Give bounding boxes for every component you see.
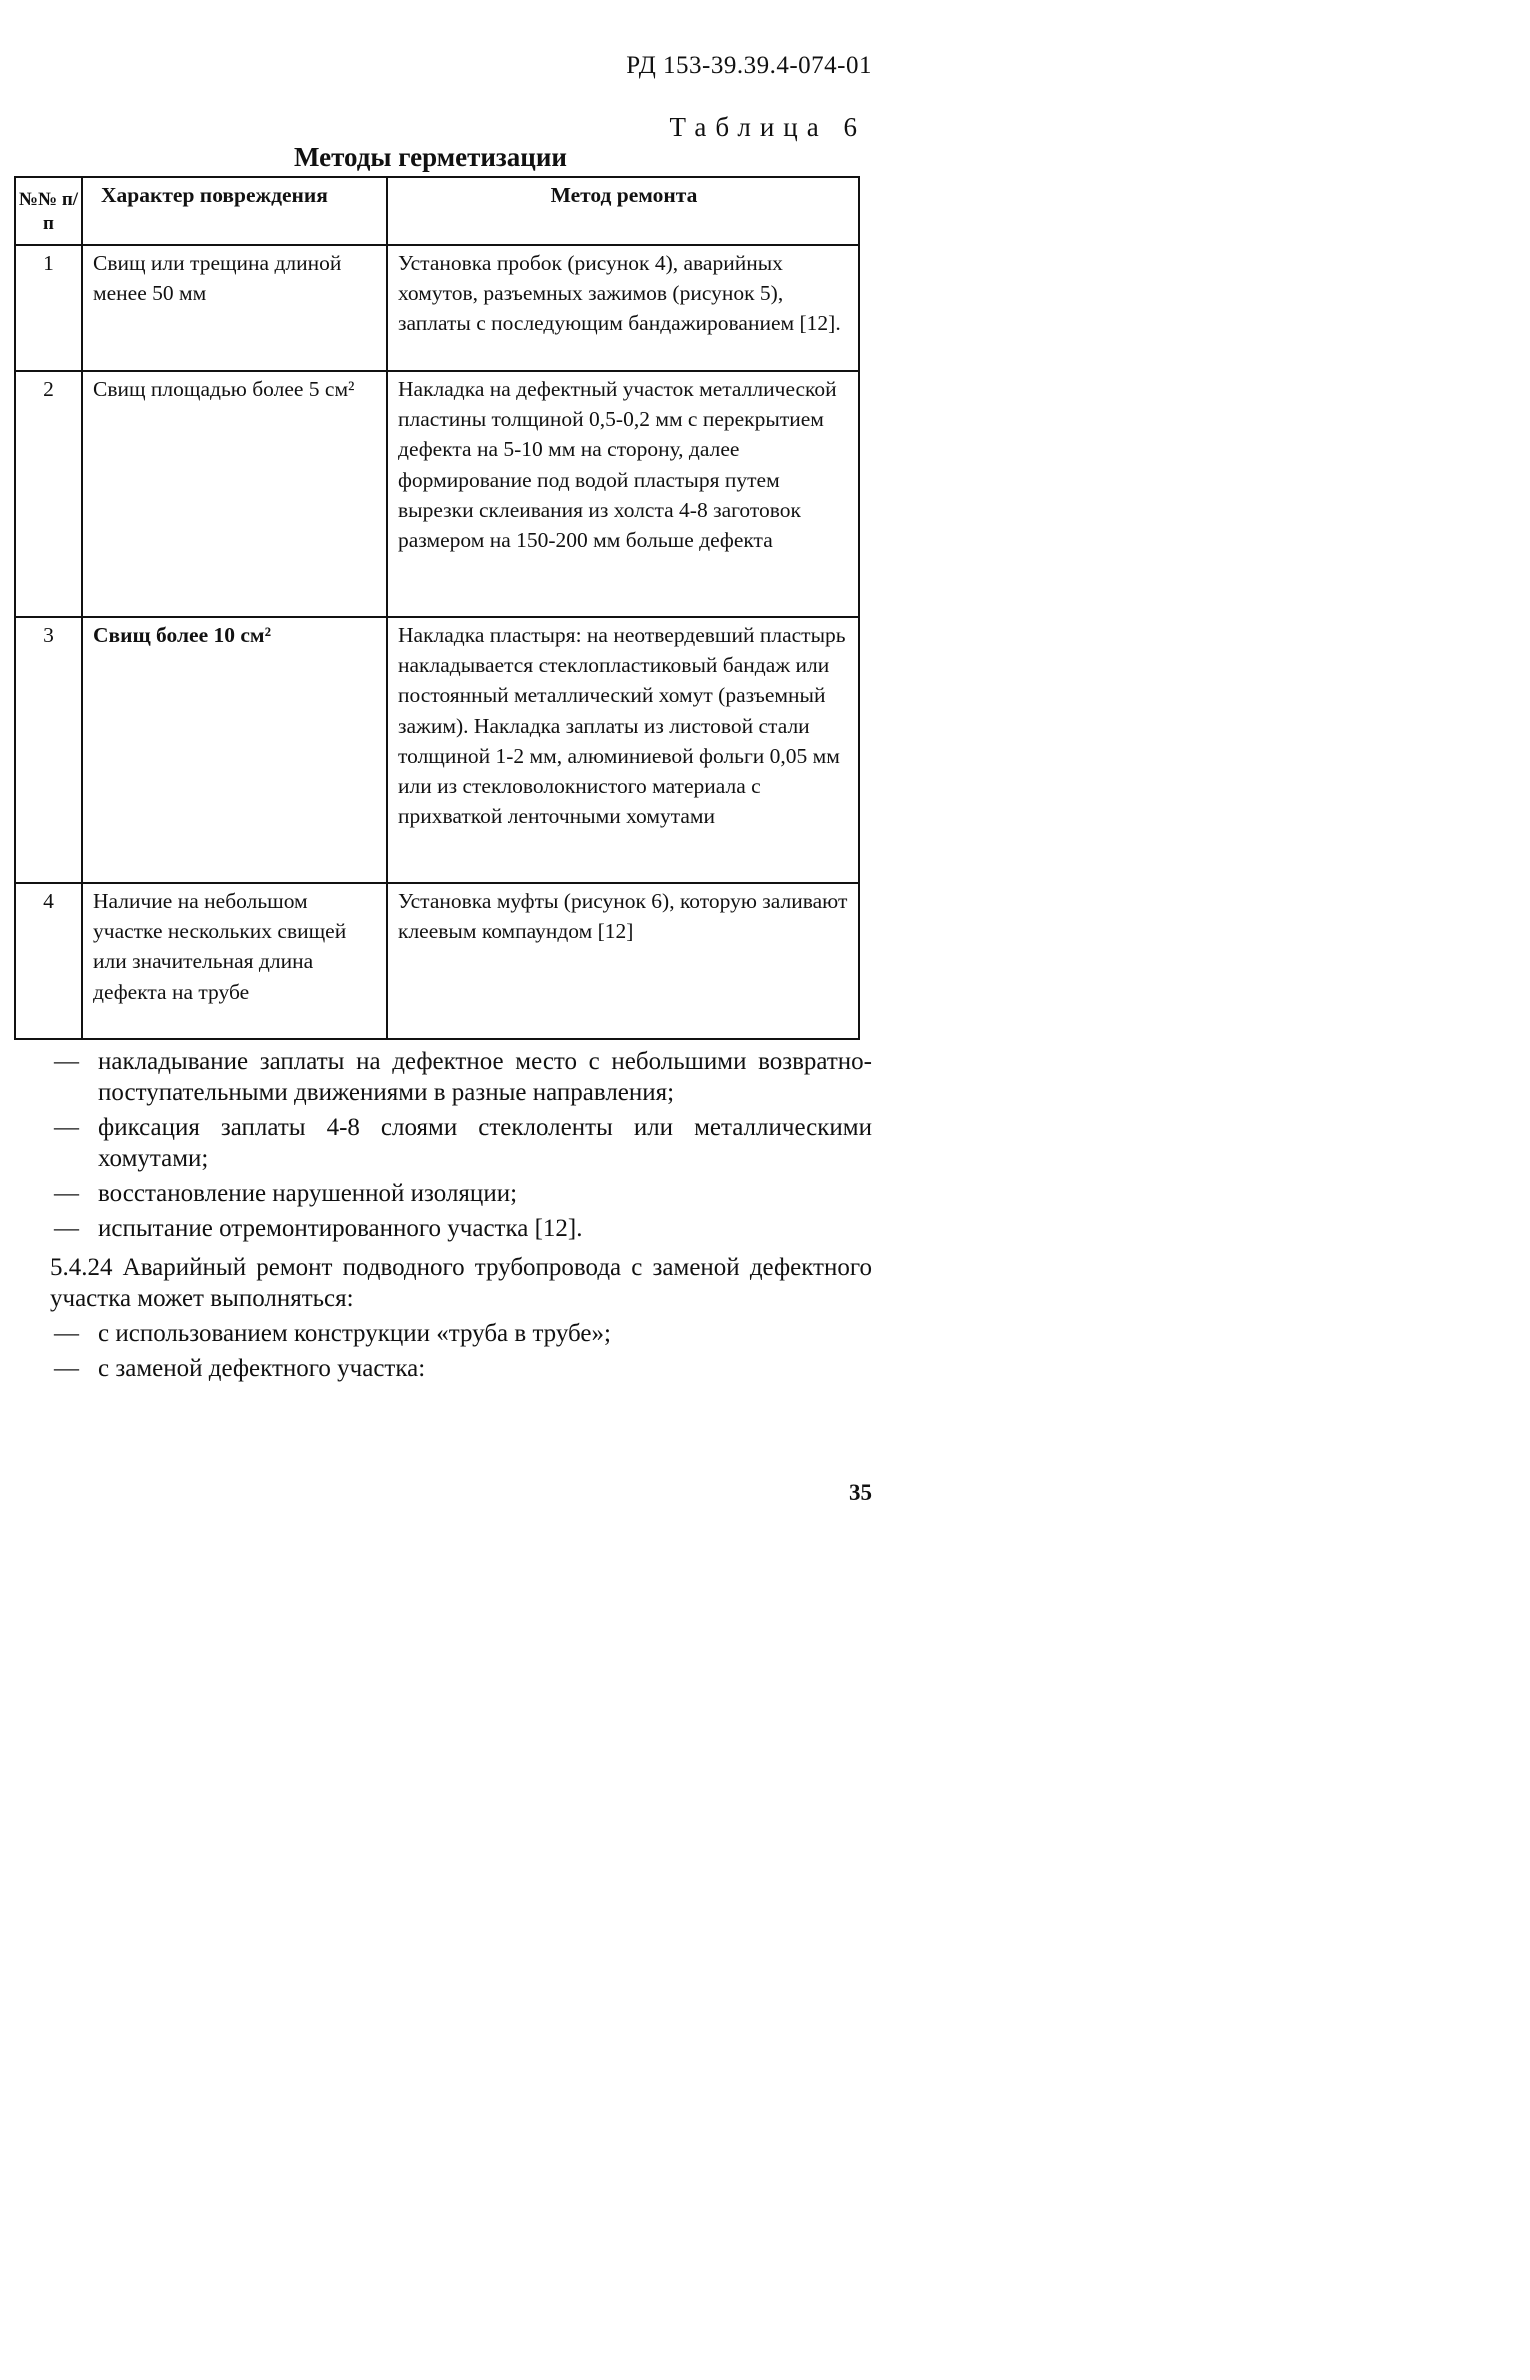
dash-marker: — xyxy=(54,1114,79,1141)
row-number: 4 xyxy=(15,883,82,1039)
method-cell: Накладка на дефектный участок металлической пластины толщиной 0,5-0,2 мм с перекрытием дефекта на 5-10 мм на сторону, далее формирование под водой пластыря путем вырезки склеивания из холста 4-8 заготовок размером на 150-200 мм больше дефекта xyxy=(387,371,859,617)
list-item xyxy=(50,1353,872,1384)
table-row xyxy=(15,617,859,883)
list-item-text: восстановление нарушенной изоляции; xyxy=(98,1180,518,1207)
row-number: 1 xyxy=(15,245,82,371)
body-text xyxy=(50,1046,872,1388)
sealing-methods-table xyxy=(14,176,860,1040)
row-number: 2 xyxy=(15,371,82,617)
damage-cell: Свищ площадью более 5 см² xyxy=(82,371,387,617)
paragraph-5-4-24: 5.4.24 Аварийный ремонт подводного трубопровода с заменой дефектного участка может выполняться: xyxy=(50,1254,872,1312)
list-item-text: испытание отремонтированного участка [12]. xyxy=(98,1215,583,1242)
header-repair-method: Метод ремонта xyxy=(387,177,859,245)
list-item xyxy=(50,1178,872,1209)
dash-marker: — xyxy=(54,1320,79,1347)
table-row xyxy=(15,371,859,617)
document-code: РД 153-39.39.4-074-01 xyxy=(626,52,872,79)
list-item-text: накладывание заплаты на дефектное место с небольшими возвратно-поступательными движениями в разные направления; xyxy=(98,1048,872,1106)
damage-cell: Наличие на небольшом участке нескольких свищей или значительная длина дефекта на трубе xyxy=(82,883,387,1039)
list-item-text: фиксация заплаты 4-8 слоями стеклоленты или металлическими хомутами; xyxy=(98,1114,872,1172)
list-item xyxy=(50,1318,872,1349)
dash-marker: — xyxy=(54,1048,79,1075)
list-item xyxy=(50,1046,872,1108)
list-item-text: с заменой дефектного участка: xyxy=(98,1355,426,1382)
list-item xyxy=(50,1112,872,1174)
method-cell: Установка пробок (рисунок 4), аварийных хомутов, разъемных зажимов (рисунок 5), заплаты с последующим бандажированием [12]. xyxy=(387,245,859,371)
dash-marker: — xyxy=(54,1355,79,1382)
damage-cell: Свищ более 10 см² xyxy=(82,617,387,883)
table-label: Таблица 6 xyxy=(669,112,866,142)
row-number: 3 xyxy=(15,617,82,883)
table-row xyxy=(15,883,859,1039)
list-item-text: с использованием конструкции «труба в трубе»; xyxy=(98,1320,611,1347)
dash-marker: — xyxy=(54,1215,79,1242)
header-damage-type: Характер повреждения xyxy=(82,177,387,245)
table-title: Методы герметизации xyxy=(294,142,567,172)
method-cell: Накладка пластыря: на неотвердевший пластырь накладывается стеклопластиковый бандаж или постоянный металлический хомут (разъемный зажим). Накладка заплаты из листовой стали толщиной 1-2 мм, алюминиевой фольги 0,05 мм или из стекловолокнистого материала с прихваткой ленточными хомутами xyxy=(387,617,859,883)
page-number: 35 xyxy=(849,1480,872,1505)
list-item xyxy=(50,1213,872,1244)
table-header-row xyxy=(15,177,859,245)
dash-marker: — xyxy=(54,1180,79,1207)
method-cell: Установка муфты (рисунок 6), которую заливают клеевым компаундом [12] xyxy=(387,883,859,1039)
table-row xyxy=(15,245,859,371)
damage-cell: Свищ или трещина длиной менее 50 мм xyxy=(82,245,387,371)
header-number: №№ п/п xyxy=(15,177,82,245)
